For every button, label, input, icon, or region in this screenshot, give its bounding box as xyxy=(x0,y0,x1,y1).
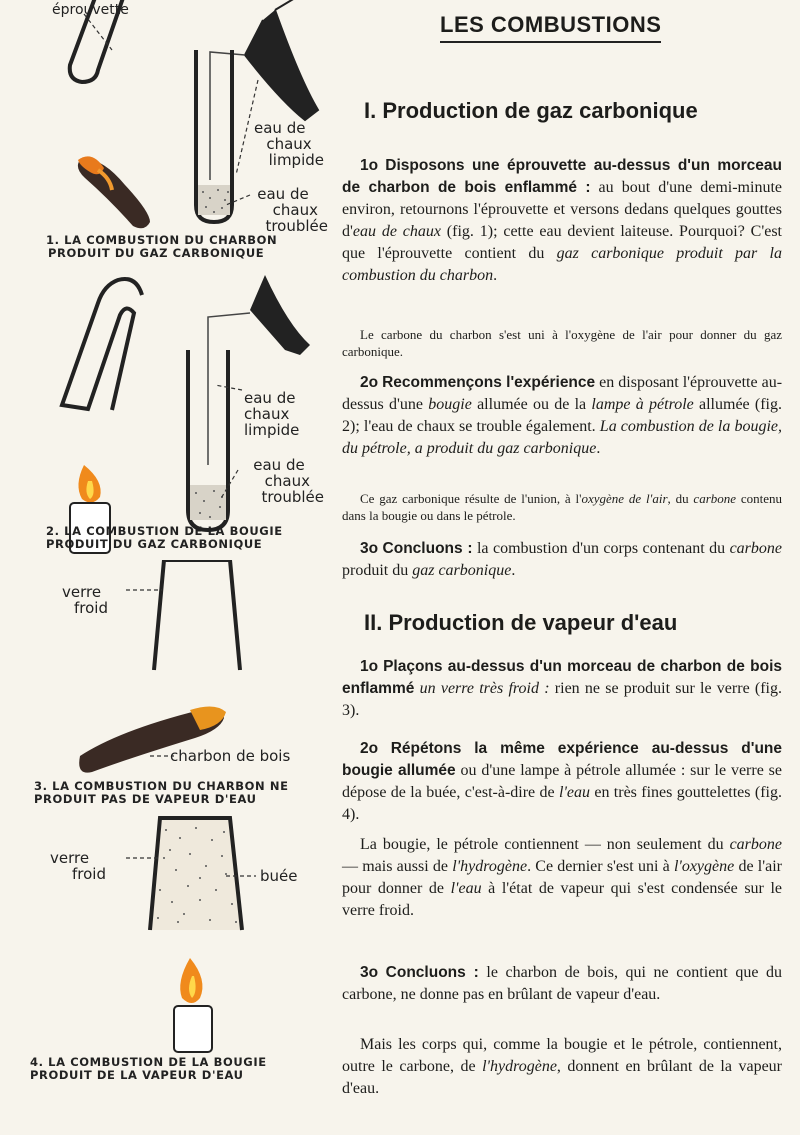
label-clear-limewater: eau de chaux limpide xyxy=(244,389,300,439)
figure-2-caption: 2. LA COMBUSTION DE LA BOUGIE PRODUIT DU GAZ CARBONIQUE xyxy=(46,524,283,551)
beaker xyxy=(250,275,310,355)
figure-4-caption: 4. LA COMBUSTION DE LA BOUGIE PRODUIT DE LA VAPEUR D'EAU xyxy=(30,1055,267,1082)
figure-3 xyxy=(0,560,330,810)
figure-3-caption: 3. LA COMBUSTION DU CHARBON NE PRODUIT PAS DE VAPEUR D'EAU xyxy=(34,779,289,806)
glass xyxy=(154,560,240,670)
label-cold-glass: verre froid xyxy=(62,583,108,617)
label-cloudy-limewater: eau de chaux troublée xyxy=(253,456,324,506)
figure-1 xyxy=(0,0,330,275)
section-1-paragraph-3: 3o Concluons : la combustion d'un corps contenant du carbone produit du gaz carbonique. xyxy=(342,540,783,579)
figure-1-caption: 1. LA COMBUSTION DU CHARBON PRODUIT DU GAZ CARBONIQUE xyxy=(46,233,278,260)
label-charcoal: charbon de bois xyxy=(170,747,291,765)
label-cloudy-limewater: eau de chaux troublée xyxy=(257,185,328,235)
candle xyxy=(174,1006,212,1052)
inverted-test-tube xyxy=(62,279,142,410)
section-2-paragraph-1: 1o Plaçons au-dessus d'un morceau de charbon de bois enflammé un verre très froid : rien ne se produit sur le verre (fig. 3). xyxy=(342,658,783,719)
figure-2 xyxy=(0,275,330,560)
section-2-paragraph-4: 3o Concluons : le charbon de bois, qui ne contient que du carbone, ne donne pas en brûlant de vapeur d'eau. xyxy=(342,964,782,1003)
label-eprouvette: éprouvette xyxy=(52,2,129,18)
label-mist: buée xyxy=(260,867,298,885)
section-1-paragraph-2: 2o Recommençons l'expérience en disposant l'éprouvette au-dessus d'une bougie allumée ou de la lampe à pétrole allumée (fig. 2); l'eau de chaux se trouble également. La combustion de la bougie, du pétrole, a produit du gaz carbonique. xyxy=(342,374,783,457)
label-clear-limewater: eau de chaux limpide xyxy=(254,119,324,169)
section-2-heading: II. Production de vapeur d'eau xyxy=(364,610,678,635)
section-1-paragraph-1: 1o Disposons une éprouvette au-dessus d'un morceau de charbon de bois enflammé : au bout d'une demi-minute environ, retournons l'éprouvette et versons dedans quelques gouttes d'eau de chaux (fig. 1); cette eau devient laiteuse. Pourquoi? C'est que l'éprouvette contient du gaz carbonique produit par la combustion du charbon. xyxy=(342,157,783,284)
section-2-paragraph-3: La bougie, le pétrole contiennent — non seulement du carbone — mais aussi de l'hydrogène. Ce dernier s'est uni à l'oxygène de l'air pour donner de l'eau à l'état de vapeur qui s'est condensée sur le verre froid. xyxy=(342,836,783,919)
figure-3-drawing xyxy=(0,560,330,810)
section-1-note-1: Le carbone du charbon s'est uni à l'oxygène de l'air pour donner du gaz carbonique. xyxy=(342,327,782,359)
page-title: LES COMBUSTIONS xyxy=(440,12,661,43)
beaker xyxy=(245,0,318,120)
label-cold-glass: verre froid xyxy=(50,849,106,883)
section-2-paragraph-5: Mais les corps qui, comme la bougie et le pétrole, contiennent, outre le carbone, de l'hydrogène, donnent en brûlant de la vapeur d'eau. xyxy=(342,1036,782,1097)
section-1-note-2: Ce gaz carbonique résulte de l'union, à l'oxygène de l'air, du carbone contenu dans la bougie ou dans le pétrole. xyxy=(342,491,783,523)
section-2-paragraph-2: 2o Répétons la même expérience au-dessus d'une bougie allumée ou d'une lampe à pétrole allumée : sur le verre se dépose de la buée, c'est-à-dire de l'eau en très fines gouttelettes (fig. 4). xyxy=(342,740,782,823)
section-1-heading: I. Production de gaz carbonique xyxy=(364,98,698,123)
figure-4 xyxy=(0,810,330,1120)
